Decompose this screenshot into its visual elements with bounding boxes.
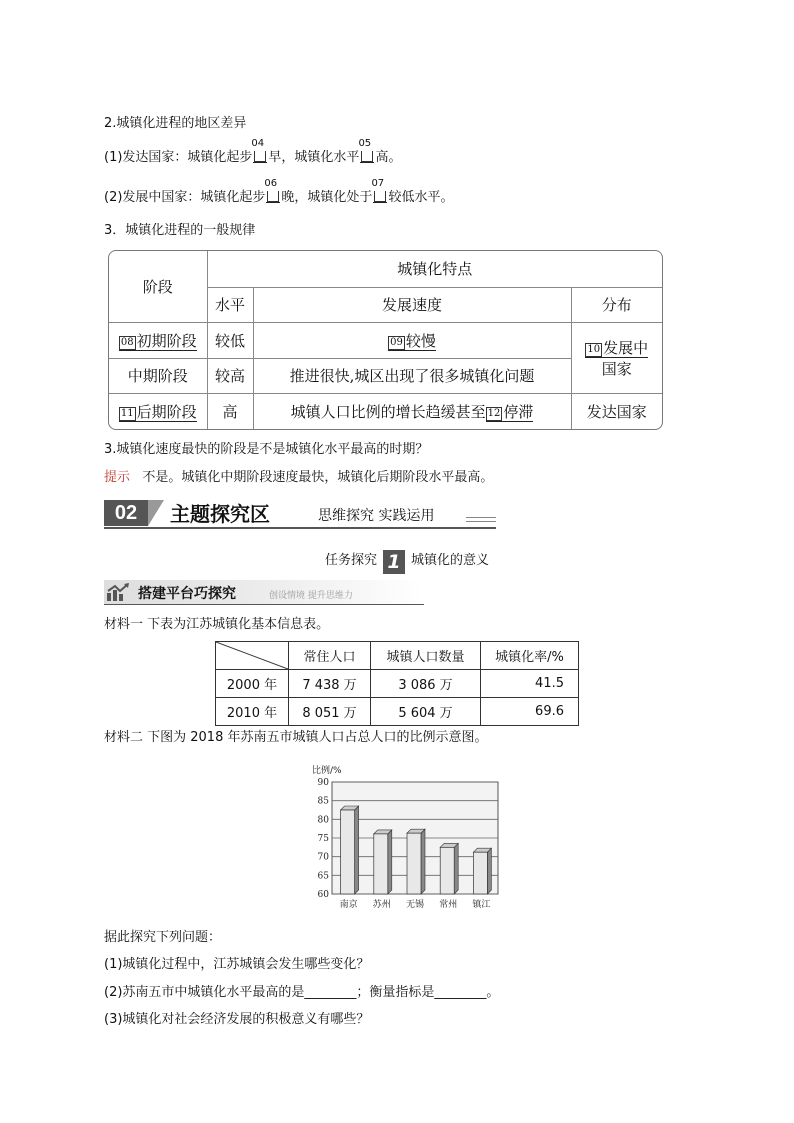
bar-side [454, 843, 458, 894]
question-2: (2)苏南五市中城镇化水平最高的是________；衡量指标是________。 [104, 985, 500, 1000]
header-speed: 发展速度 [253, 287, 571, 322]
table-cell: 3 086 万 [371, 670, 481, 698]
header-urbanization-rate: 城镇化率/% [481, 642, 579, 670]
text: 早，城镇化水平 [268, 150, 360, 165]
year-cell: 2000 年 [216, 670, 289, 698]
x-tick-label: 镇江 [472, 900, 491, 910]
y-tick-label: 90 [317, 778, 329, 788]
question-3-sub: (3)城镇化对社会经济发展的积极意义有哪些？ [104, 1012, 370, 1027]
header-distribution: 分布 [571, 287, 662, 322]
blank-marker [371, 178, 387, 203]
text: 国家 [601, 359, 632, 378]
bar [407, 833, 421, 894]
y-tick-label: 85 [317, 796, 329, 807]
table-cell: 69.6 [481, 698, 579, 726]
hint-line [104, 470, 493, 486]
urbanization-rule-table [108, 250, 663, 430]
x-tick-label: 无锡 [405, 900, 425, 910]
chart-svg [310, 758, 512, 916]
text: 城镇人口比例的增长趋缓甚至 [290, 402, 486, 421]
bar-side [355, 806, 359, 894]
stage-early [109, 322, 207, 358]
text: 发展中 [603, 338, 649, 357]
stage-late [109, 393, 207, 429]
table-row [216, 670, 579, 698]
distribution-developing [571, 322, 662, 393]
bar [341, 810, 355, 894]
table-row [216, 698, 579, 726]
blank-number: 12 [487, 407, 501, 419]
blank-number: 07 [371, 178, 385, 189]
speed-early [253, 322, 571, 358]
header-feature: 城镇化特点 [207, 251, 662, 287]
speed-middle: 推进很快,城区出现了很多城镇化问题 [253, 358, 571, 393]
y-axis-label: 比例/% [312, 766, 342, 776]
header-resident-population: 常住人口 [289, 642, 371, 670]
question-3: 3.城镇化速度最快的阶段是不是城镇化水平最高的时期？ [104, 442, 429, 457]
bar-side [421, 829, 425, 894]
bar-side [487, 848, 491, 894]
bar-chart [310, 758, 512, 916]
hint-text: 不是。城镇化中期阶段速度最快，城镇化后期阶段水平最高。 [142, 470, 494, 485]
section-2-title: 2.城镇化进程的地区差异 [104, 116, 247, 131]
badge-tail-shape [148, 500, 164, 526]
text: 高。 [375, 150, 402, 165]
bar [440, 847, 454, 894]
divider [104, 527, 496, 529]
bar [473, 852, 487, 894]
developed-countries-line [104, 138, 402, 166]
section-banner [104, 497, 496, 529]
text: 后期阶段 [136, 402, 197, 421]
task-heading [325, 549, 489, 574]
hint-label: 提示 [104, 470, 131, 485]
text: 较低水平。 [388, 190, 454, 205]
trend-chart-icon [106, 582, 130, 602]
text: 初期阶段 [136, 331, 197, 350]
blank-number: 05 [358, 138, 372, 149]
distribution-developed: 发达国家 [571, 393, 662, 429]
questions-intro: 据此探究下列问题： [104, 930, 222, 945]
task-title: 城镇化的意义 [411, 553, 490, 568]
header-urban-population: 城镇人口数量 [371, 642, 481, 670]
diagonal-line [216, 642, 288, 669]
table-cell: 8 051 万 [289, 698, 371, 726]
blank-number: 09 [390, 336, 403, 348]
section-3-title: 3．城镇化进程的一般规律 [104, 223, 256, 238]
material-2: 材料二 下图为 2018 年苏南五市城镇人口占总人口的比例示意图。 [104, 730, 488, 745]
x-tick-label: 苏州 [372, 900, 391, 910]
developing-countries-line [104, 178, 454, 206]
blank-number: 10 [587, 343, 601, 355]
level-early: 较低 [207, 322, 253, 358]
blank-number: 06 [264, 178, 278, 189]
task-label: 任务探究 [325, 553, 378, 568]
level-middle: 较高 [207, 358, 253, 393]
level-late: 高 [207, 393, 253, 429]
text: 晚，城镇化处于 [281, 190, 373, 205]
year-cell: 2010 年 [216, 698, 289, 726]
x-tick-label: 常州 [439, 900, 458, 910]
divider [466, 521, 496, 522]
y-tick-label: 70 [317, 852, 329, 863]
blank-marker [251, 138, 267, 163]
text: 停滞 [503, 402, 534, 421]
section-number: 02 [104, 500, 148, 526]
blank-number: 04 [251, 138, 265, 149]
diagonal-header-cell [216, 642, 289, 670]
subsection-subtitle: 创设情境 提升思维力 [269, 591, 353, 601]
speed-late [253, 393, 571, 429]
y-tick-label: 75 [317, 834, 329, 844]
question-1: (1)城镇化过程中，江苏城镇会发生哪些变化？ [104, 957, 370, 972]
table-cell: 5 604 万 [371, 698, 481, 726]
bar [374, 834, 388, 894]
table-cell: 41.5 [481, 670, 579, 698]
header-stage: 阶段 [109, 251, 207, 322]
text: (1)发达国家：城镇化起步 [104, 150, 253, 165]
section-title: 主题探究区 [170, 502, 270, 526]
subsection-banner [104, 580, 424, 606]
jiangsu-urbanization-table [215, 641, 579, 726]
y-tick-label: 60 [317, 890, 329, 900]
text: (2)发展中国家：城镇化起步 [104, 190, 266, 205]
divider [466, 517, 496, 518]
x-tick-label: 南京 [339, 900, 358, 910]
material-1: 材料一 下表为江苏城镇化基本信息表。 [104, 617, 330, 632]
header-level: 水平 [207, 287, 253, 322]
blank-marker [358, 138, 374, 163]
task-number: 1 [383, 550, 405, 574]
section-subtitle: 思维探究 实践运用 [318, 508, 435, 524]
table-cell: 7 438 万 [289, 670, 371, 698]
text: 较慢 [405, 331, 436, 350]
blank-number: 11 [120, 407, 134, 419]
blank-number: 08 [120, 336, 134, 348]
y-tick-label: 65 [317, 871, 329, 882]
stage-middle: 中期阶段 [109, 358, 207, 393]
y-tick-label: 80 [317, 815, 329, 826]
subsection-title: 搭建平台巧探究 [138, 586, 236, 602]
bar-side [388, 830, 392, 894]
blank-marker [264, 178, 280, 203]
